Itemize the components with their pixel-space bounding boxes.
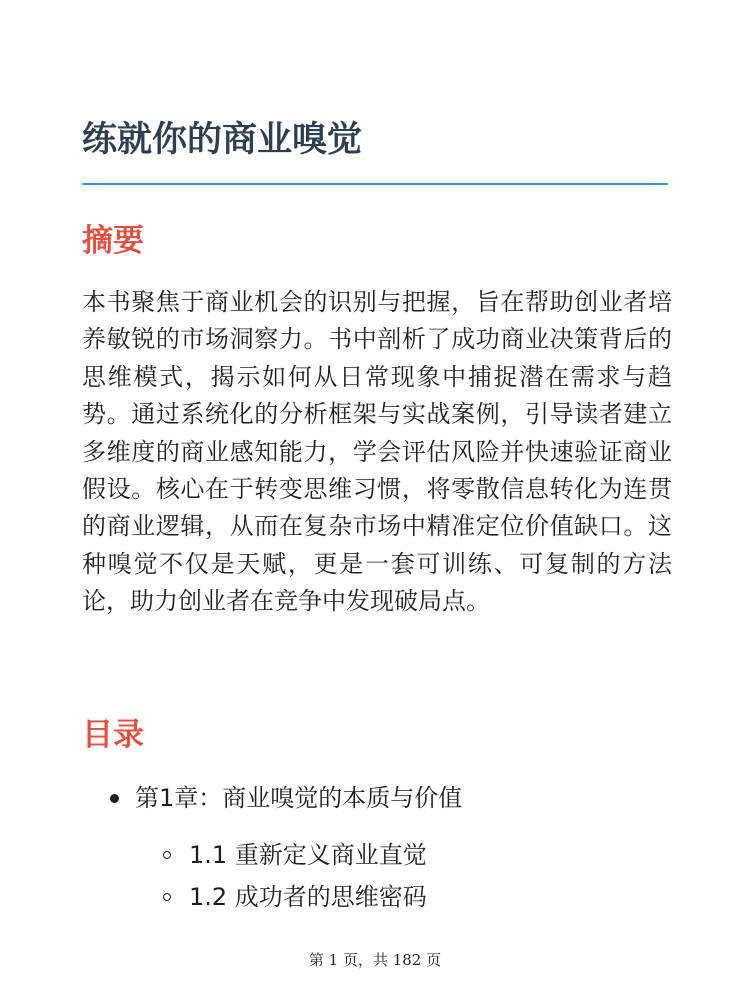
bullet-circle-icon — [163, 893, 171, 901]
document-page — [82, 0, 672, 1000]
toc-section-item — [82, 834, 668, 876]
abstract-heading: 摘要 — [82, 223, 144, 259]
bullet-circle-icon — [163, 851, 171, 859]
toc-section-list — [82, 834, 668, 918]
toc-section-item — [82, 876, 668, 918]
table-of-contents — [82, 776, 668, 918]
toc-section-label[interactable]: 1.2 成功者的思维密码 — [189, 883, 427, 911]
toc-chapter-label[interactable]: 第1章：商业嗅觉的本质与价值 — [135, 784, 463, 812]
bullet-disc-icon — [110, 794, 119, 803]
document-title: 练就你的商业嗅觉 — [82, 120, 363, 160]
page-number-footer: 第 1 页，共 182 页 — [308, 951, 442, 969]
abstract-paragraph: 本书聚焦于商业机会的识别与把握，旨在帮助创业者培养敏锐的市场洞察力。书中剖析了成功商业决策背后的思维模式，揭示如何从日常现象中捕捉潜在需求与趋势。通过系统化的分析框架与实战案例，引导读者建立多维度的商业感知能力，学会评估风险并快速验证商业假设。核心在于转变思维习惯，将零散信息转化为连贯的商业逻辑，从而在复杂市场中精准定位价值缺口。这种嗅觉不仅是天赋，更是一套可训练、可复制的方法论，助力创业者在竞争中发现破局点。 — [82, 288, 672, 616]
title-divider — [82, 183, 668, 185]
toc-chapter-item — [82, 776, 668, 918]
toc-heading: 目录 — [82, 717, 144, 753]
toc-section-label[interactable]: 1.1 重新定义商业直觉 — [189, 841, 427, 869]
